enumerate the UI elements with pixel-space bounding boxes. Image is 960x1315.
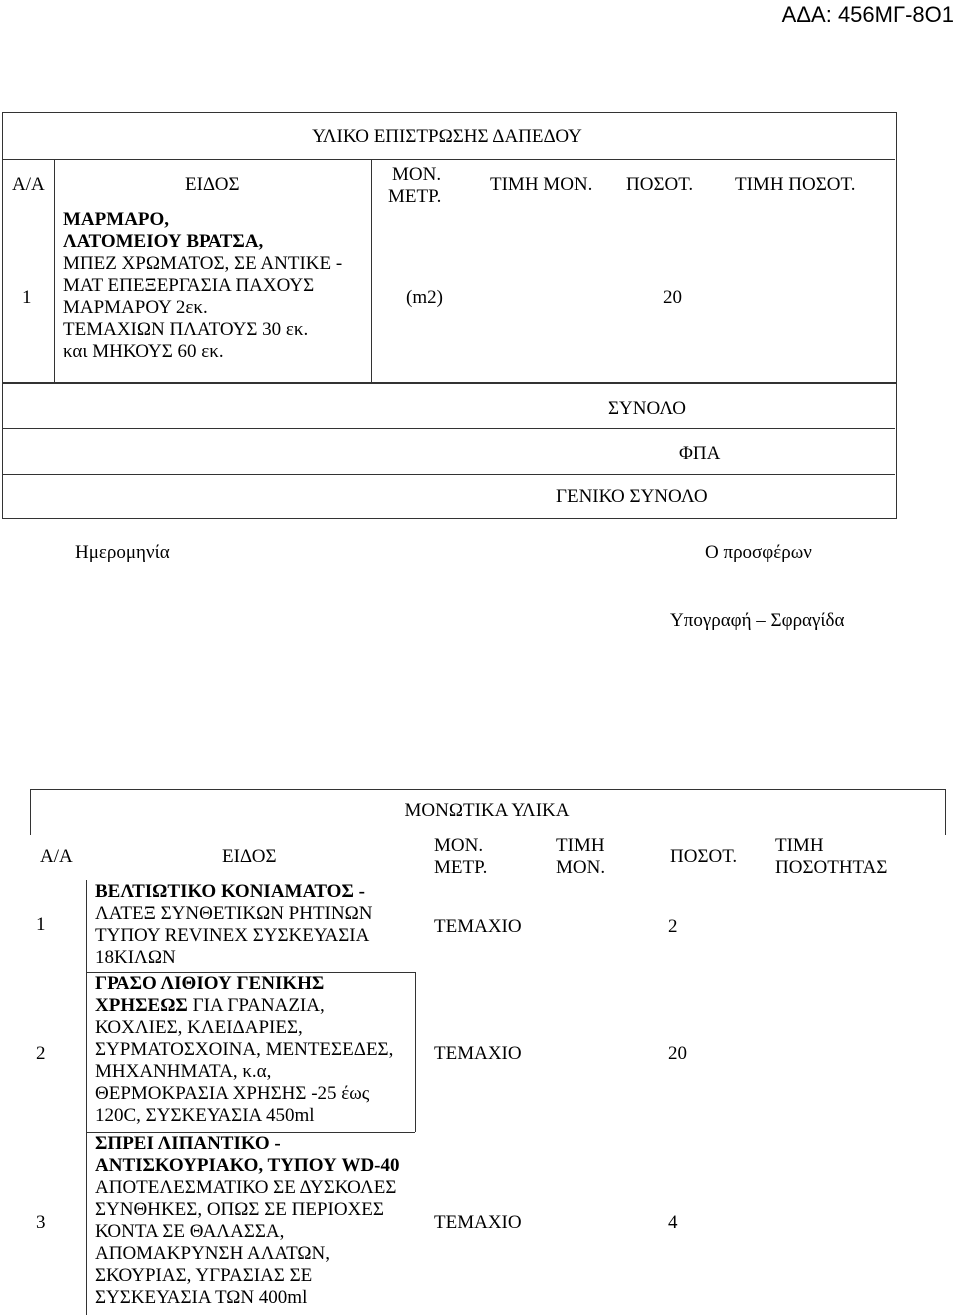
table1-header-aa: Α/Α: [12, 174, 45, 195]
description-line: ΜΑΡΜΑΡΟ,: [63, 209, 170, 230]
table2-row-unit: ΤΕΜΑΧΙΟ: [434, 1212, 522, 1233]
table1-header-unit-price: ΤΙΜΗ ΜΟΝ.: [490, 174, 593, 195]
table2-row-description: [95, 973, 393, 1127]
description-bold-part: ΧΡΗΣΕΩΣ: [95, 995, 188, 1016]
table1-header-unit-line1: ΜΟΝ.: [392, 164, 442, 185]
table1-header-total-price: ΤΙΜΗ ΠΟΣΟΤ.: [735, 174, 856, 195]
description-line: ΜΠΕΖ ΧΡΩΜΑΤΟΣ, ΣΕ ΑΝΤΙΚΕ -: [63, 253, 343, 274]
signature-stamp-label: Υπογραφή – Σφραγίδα: [670, 610, 845, 631]
description-line: [95, 995, 393, 1017]
date-label: Ημερομηνία: [75, 542, 170, 563]
description-line: ΚΟΧΛΙΕΣ, ΚΛΕΙΔΑΡΙΕΣ,: [95, 1017, 303, 1038]
description-line: ΤΕΜΑΧΙΩΝ ΠΛΑΤΟΥΣ 30 εκ.: [63, 319, 309, 340]
table2-row-unit: ΤΕΜΑΧΙΟ: [434, 916, 522, 937]
table2-row-description: [95, 1133, 400, 1309]
description-rest-part: ΓΙΑ ΓΡΑΝΑΖΙΑ,: [187, 995, 325, 1016]
description-line: ΣΥΡΜΑΤΟΣΧΟΙΝΑ, ΜΕΝΤΕΣΕΔΕΣ,: [95, 1039, 394, 1060]
table1-row-quantity: 20: [663, 287, 682, 308]
table1-row-description: [63, 209, 342, 363]
table2-row-description: [95, 881, 372, 969]
table2-header-unit-line2: ΜΕΤΡ.: [434, 857, 488, 878]
description-line: ΑΠΟΜΑΚΡΥΝΣΗ ΑΛΑΤΩΝ,: [95, 1243, 330, 1264]
table2-row-quantity: 2: [668, 916, 678, 937]
table2-header-eidos: ΕΙΔΟΣ: [222, 846, 277, 867]
table1-col-divider: [371, 159, 372, 382]
description-line: ΜΑΤ ΕΠΕΞΕΡΓΑΣΙΑ ΠΑΧΟΥΣ: [63, 275, 315, 296]
description-line: 18ΚΙΛΩΝ: [95, 947, 176, 968]
vat-label: ΦΠΑ: [679, 443, 721, 464]
table1-header-unit-line2: ΜΕΤΡ.: [388, 186, 442, 207]
description-line: ΓΡΑΣΟ ΛΙΘΙΟΥ ΓΕΝΙΚΗΣ: [95, 973, 325, 994]
description-line: ΚΟΝΤΑ ΣΕ ΘΑΛΑΣΣΑ,: [95, 1221, 285, 1242]
table2-title: ΜΟΝΩΤΙΚΑ ΥΛΙΚΑ: [404, 800, 570, 821]
table1-row-number: 1: [22, 287, 32, 308]
description-line: 120C, ΣΥΣΚΕΥΑΣΙΑ 450ml: [95, 1105, 315, 1126]
description-line: ΣΚΟΥΡΙΑΣ, ΥΓΡΑΣΙΑΣ ΣΕ: [95, 1265, 313, 1286]
table1-header-quantity: ΠΟΣΟΤ.: [626, 174, 694, 195]
table1-header-eidos: ΕΙΔΟΣ: [185, 174, 240, 195]
ada-code: ΑΔΑ: 456ΜΓ-8Ο1: [781, 2, 954, 27]
description-line: ΘΕΡΜΟΚΡΑΣΙΑ ΧΡΗΣΗΣ -25 έως: [95, 1083, 370, 1104]
table2-header-total-line2: ΠΟΣΟΤΗΤΑΣ: [775, 857, 888, 878]
description-line: ΣΥΝΘΗΚΕΣ, ΟΠΩΣ ΣΕ ΠΕΡΙΟΧΕΣ: [95, 1199, 384, 1220]
table2-row-number: 2: [36, 1043, 46, 1064]
description-line: και ΜΗΚΟΥΣ 60 εκ.: [63, 341, 224, 362]
table2-row-number: 1: [36, 914, 46, 935]
subtotal-label: ΣΥΝΟΛΟ: [608, 398, 687, 419]
table2-row-quantity: 4: [668, 1212, 678, 1233]
description-line: ΛΑΤΕΞ ΣΥΝΘΕΤΙΚΩΝ ΡΗΤΙΝΩΝ: [95, 903, 373, 924]
table1-title: ΥΛΙΚΟ ΕΠΙΣΤΡΩΣΗΣ ΔΑΠΕΔΟΥ: [312, 126, 582, 147]
grand-total-label: ΓΕΝΙΚΟ ΣΥΝΟΛΟ: [556, 486, 708, 507]
table1-row-unit: (m2): [406, 287, 443, 308]
description-line: ΒΕΛΤΙΩΤΙΚΟ ΚΟΝΙΑΜΑΤΟΣ -: [95, 881, 365, 902]
table1-title-divider: [2, 159, 895, 160]
table2-row-number: 3: [36, 1212, 46, 1233]
table1-col-divider: [54, 159, 55, 382]
description-line: ΣΥΣΚΕΥΑΣΙΑ ΤΩΝ 400ml: [95, 1287, 308, 1308]
table2-header-aa: Α/Α: [40, 846, 73, 867]
description-line: ΤΥΠΟΥ REVINEX ΣΥΣΚΕΥΑΣΙΑ: [95, 925, 370, 946]
description-line: ΑΠΟΤΕΛΕΣΜΑΤΙΚΟ ΣΕ ΔΥΣΚΟΛΕΣ: [95, 1177, 397, 1198]
table2-header-unit-price-line1: ΤΙΜΗ: [556, 835, 605, 856]
description-line: ΜΑΡΜΑΡΟΥ 2εκ.: [63, 297, 208, 318]
offerer-label: Ο προσφέρων: [705, 542, 812, 563]
totals-border: [2, 382, 897, 519]
table2-header-total-line1: ΤΙΜΗ: [775, 835, 824, 856]
table2-col-divider: [86, 880, 87, 1315]
description-line: ΜΗΧΑΝΗΜΑΤΑ, κ.α,: [95, 1061, 272, 1082]
totals-divider: [2, 474, 895, 475]
table2-col-divider: [415, 972, 416, 1132]
description-line: ΛΑΤΟΜΕΙΟΥ ΒΡΑΤΣΑ,: [63, 231, 264, 252]
table2-header-quantity: ΠΟΣΟΤ.: [670, 846, 738, 867]
table2-row-unit: ΤΕΜΑΧΙΟ: [434, 1043, 522, 1064]
table2-row-quantity: 20: [668, 1043, 687, 1064]
totals-divider: [2, 428, 895, 429]
table2-header-unit-line1: ΜΟΝ.: [434, 835, 484, 856]
description-line: ΣΠΡΕΙ ΛΙΠΑΝΤΙΚΟ -: [95, 1133, 281, 1154]
description-line: ΑΝΤΙΣΚΟΥΡΙΑΚΟ, ΤΥΠΟΥ WD-40: [95, 1155, 400, 1176]
table2-header-unit-price-line2: ΜΟΝ.: [556, 857, 606, 878]
